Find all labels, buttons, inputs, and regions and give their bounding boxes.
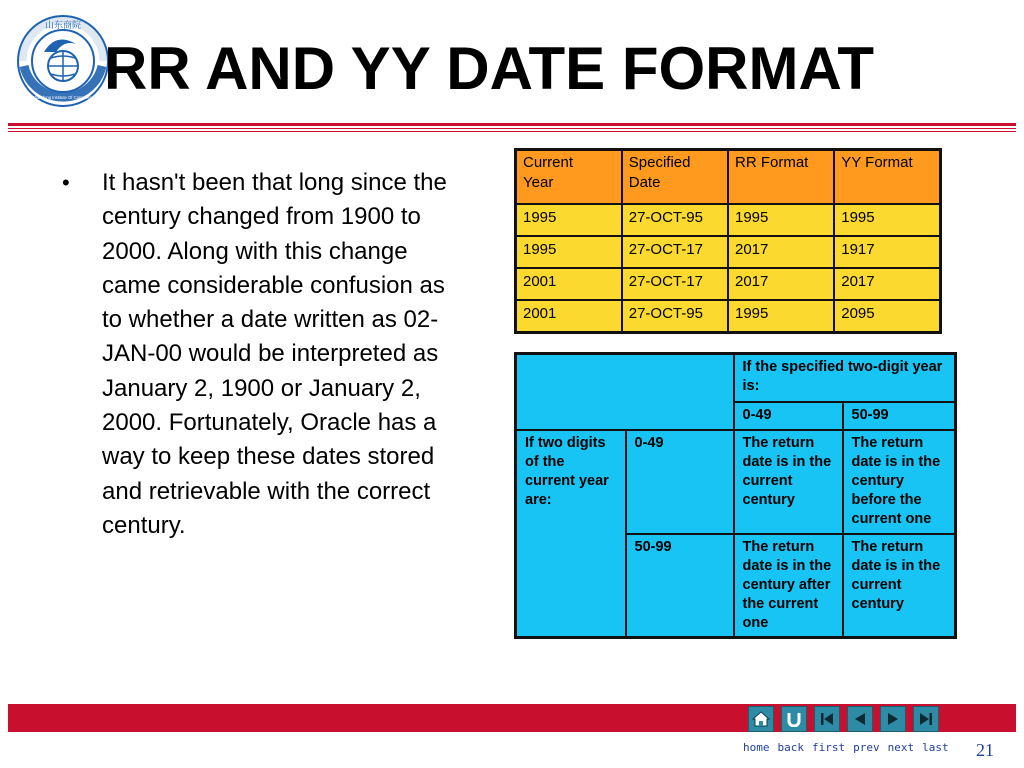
blank-corner-cell xyxy=(516,354,734,430)
logo-top-text: 山东商院 xyxy=(44,20,82,30)
cell: 2001 xyxy=(516,268,622,300)
row-label-0-49: 0-49 xyxy=(626,430,734,534)
rr-yy-comparison-table xyxy=(514,148,942,334)
rule-cell: The return date is in the current century xyxy=(734,430,843,534)
nav-label-last[interactable]: last xyxy=(922,741,949,754)
home-icon xyxy=(752,711,770,727)
next-icon xyxy=(885,711,901,727)
table-row xyxy=(516,300,941,333)
title-divider-thin xyxy=(8,128,1016,129)
cell: 2017 xyxy=(728,236,834,268)
col-header-50-99: 50-99 xyxy=(843,402,956,430)
first-icon xyxy=(819,711,835,727)
navigation-labels xyxy=(743,741,949,754)
cell: 1995 xyxy=(728,300,834,333)
cell: 27-OCT-95 xyxy=(622,204,728,236)
last-icon xyxy=(918,711,934,727)
navigation-buttons xyxy=(748,706,939,732)
cell: 2095 xyxy=(834,300,940,333)
table-row xyxy=(516,204,941,236)
rule-cell: The return date is in the century before the current one xyxy=(843,430,956,534)
title-divider-thin-2 xyxy=(8,131,1016,132)
back-icon xyxy=(786,711,802,727)
cell: 27-OCT-17 xyxy=(622,268,728,300)
current-year-header: If two digits of the current year are: xyxy=(516,430,626,638)
cell: 2017 xyxy=(834,268,940,300)
cell: 1995 xyxy=(516,204,622,236)
prev-button[interactable] xyxy=(847,706,873,732)
cell: 27-OCT-17 xyxy=(622,236,728,268)
rule-cell: The return date is in the current century xyxy=(843,534,956,638)
first-button[interactable] xyxy=(814,706,840,732)
header-yy-format: YY Format xyxy=(834,150,940,205)
bullet-text: It hasn't been that long since the century changed from 1900 to 2000. Along with this change came considerable confusion as to whether a date written as 02-JAN-00 would be interpreted as January 2, 1900 or January 2, 2000. Fortunately, Oracle has a way to keep these dates stored and retrievable with the correct century. xyxy=(102,169,447,539)
row-label-50-99: 50-99 xyxy=(626,534,734,638)
next-button[interactable] xyxy=(880,706,906,732)
slide-title: RR AND YY DATE FORMAT xyxy=(104,35,875,102)
header-current-year: Current Year xyxy=(516,150,622,205)
home-button[interactable] xyxy=(748,706,774,732)
header-rr-format: RR Format xyxy=(728,150,834,205)
last-button[interactable] xyxy=(913,706,939,732)
cell: 2017 xyxy=(728,268,834,300)
cell: 1995 xyxy=(728,204,834,236)
nav-label-first[interactable]: first xyxy=(812,741,846,754)
page-number: 21 xyxy=(976,740,994,760)
header-specified-date: Specified Date xyxy=(622,150,728,205)
table-row xyxy=(516,268,941,300)
nav-label-back[interactable]: back xyxy=(777,741,804,754)
logo-ring-text: Shandong Institute Of Commerce xyxy=(31,95,95,100)
institute-logo xyxy=(16,14,110,108)
table-row xyxy=(516,236,941,268)
nav-label-home[interactable]: home xyxy=(743,741,770,754)
title-divider xyxy=(8,123,1016,126)
cell: 2001 xyxy=(516,300,622,333)
nav-label-prev[interactable]: prev xyxy=(853,741,880,754)
rr-rules-table xyxy=(514,352,957,639)
nav-label-next[interactable]: next xyxy=(887,741,915,754)
rule-cell: The return date is in the century after the current one xyxy=(734,534,843,638)
cell: 1917 xyxy=(834,236,940,268)
specified-year-header: If the specified two-digit year is: xyxy=(734,354,956,402)
cell: 1995 xyxy=(516,236,622,268)
prev-icon xyxy=(852,711,868,727)
bullet-marker: • xyxy=(62,170,70,195)
col-header-0-49: 0-49 xyxy=(734,402,843,430)
back-button[interactable] xyxy=(781,706,807,732)
cell: 1995 xyxy=(834,204,940,236)
cell: 27-OCT-95 xyxy=(622,300,728,333)
